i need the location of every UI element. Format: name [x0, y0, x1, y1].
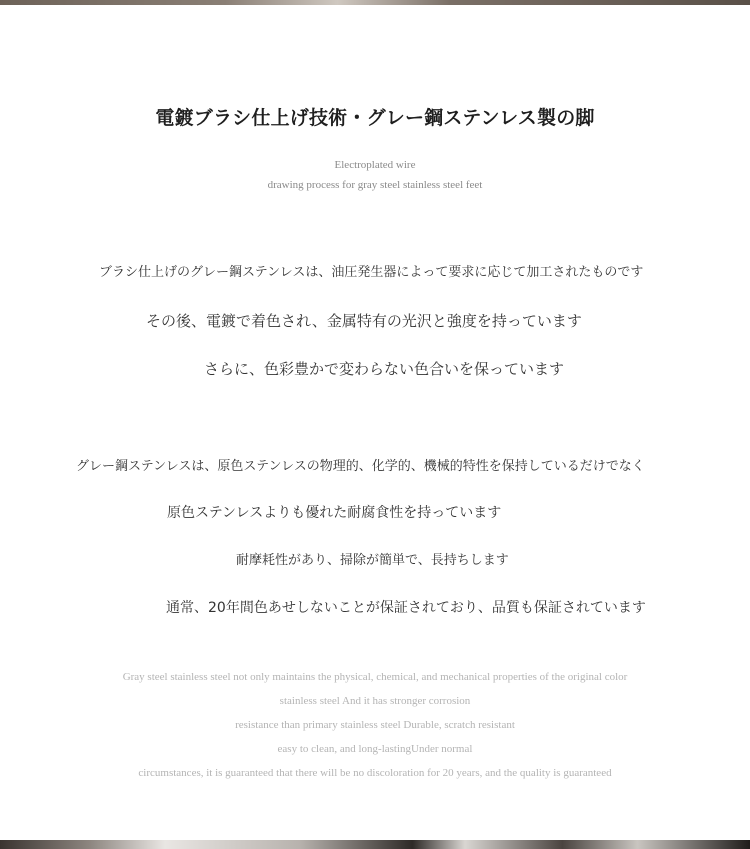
english-line-3: resistance than primary stainless steel Durable, scratch resistant — [235, 719, 515, 731]
subtitle-line-2: drawing process for gray steel stainless steel feet — [267, 179, 483, 191]
top-photo-strip — [0, 0, 750, 5]
bottom-photo-strip — [0, 840, 750, 849]
section-2-line-2: 原色ステンレスよりも優れた耐腐食性を持っています — [167, 505, 502, 521]
section-1-line-1: ブラシ仕上げのグレー鋼ステンレスは、油圧発生器によって要求に応じて加工されたものです — [99, 265, 644, 280]
section-1-line-2: その後、電鍍で着色され、金属特有の光沢と強度を持っています — [146, 312, 582, 330]
page-title: 電鍍ブラシ仕上げ技術・グレー鋼ステンレス製の脚 — [155, 107, 595, 129]
section-2-line-4: 通常、20年間色あせしないことが保証されており、品質も保証されています — [166, 600, 646, 616]
english-line-2: stainless steel And it has stronger corrosion — [279, 695, 471, 707]
english-line-5: circumstances, it is guaranteed that there will be no discoloration for 20 years, and the quality is guaranteed — [138, 767, 612, 779]
section-2-line-3: 耐摩耗性があり、掃除が簡単で、長持ちします — [236, 553, 509, 568]
section-1-line-3: さらに、色彩豊かで変わらない色合いを保っています — [204, 360, 565, 378]
section-2-line-1: グレー鋼ステンレスは、原色ステンレスの物理的、化学的、機械的特性を保持しているだけでなく — [76, 459, 645, 474]
english-line-1: Gray steel stainless steel not only maintains the physical, chemical, and mechanical properties of the original color — [122, 671, 628, 683]
english-line-4: easy to clean, and long-lastingUnder normal — [277, 743, 473, 755]
subtitle-line-1: Electroplated wire — [334, 159, 416, 171]
